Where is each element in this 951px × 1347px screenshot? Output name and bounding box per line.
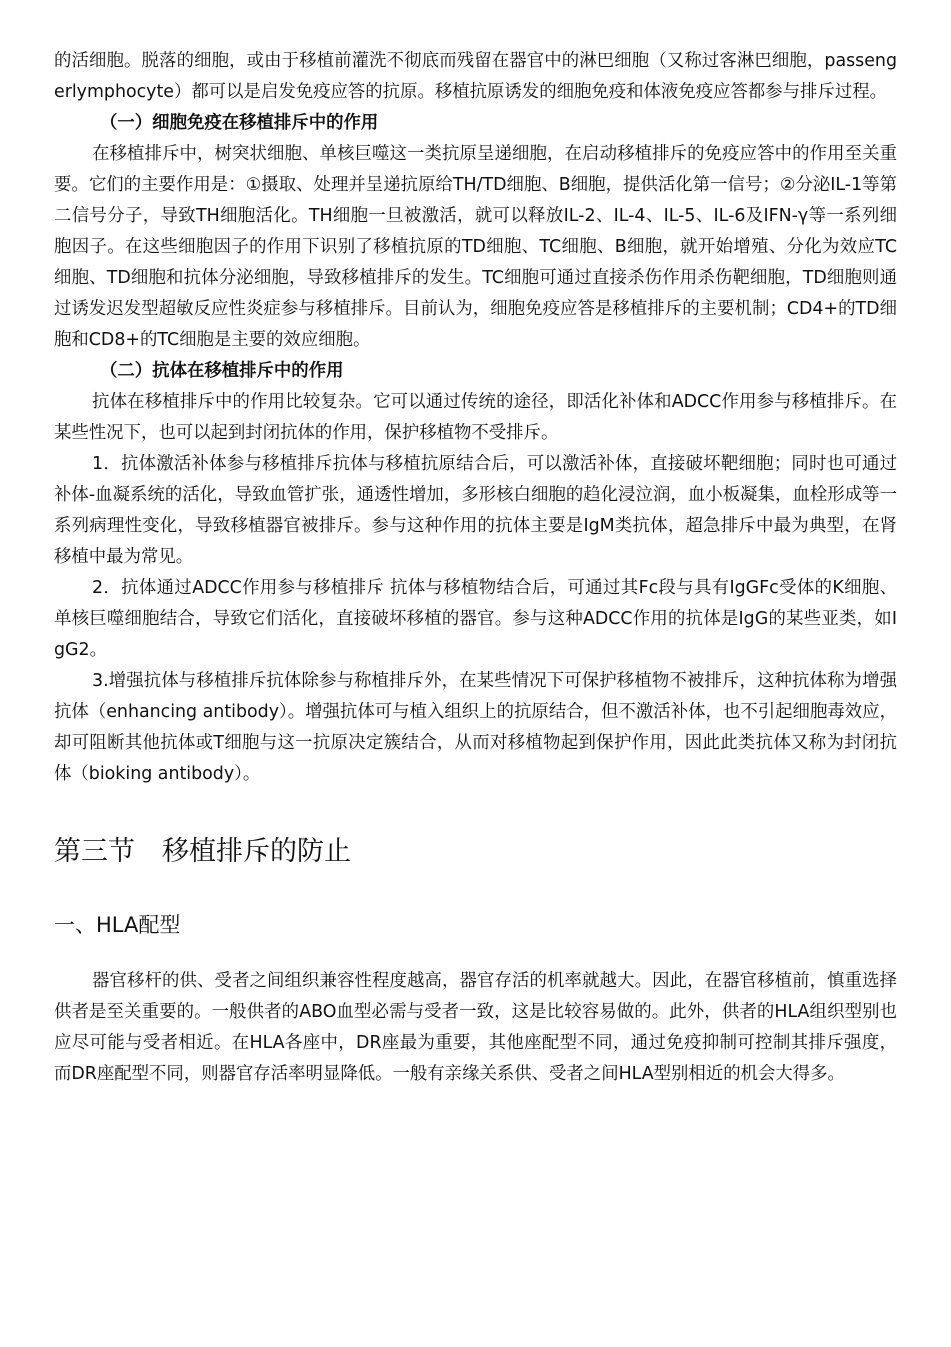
section-title: 第三节 移植排斥的防止 (54, 836, 351, 867)
subheading-cellular-immunity: （一）细胞免疫在移植排斥中的作用 (100, 113, 379, 133)
subheading-antibody-role: （二）抗体在移植排斥中的作用 (100, 361, 344, 381)
heading-hla-typing: 一、HLA配型 (54, 913, 181, 937)
paragraph-complement-activation: 1．抗体激活补体参与移植排斥抗体与移植抗原结合后，可以激活补体，直接破坏靶细胞；同时也可通过补体-血凝系统的活化，导致血管扩张，通透性增加，多形核白细胞的趋化浸泣润，血小板凝集，血栓形成等一系列病理性变化，导致移植器官被排斥。参与这种作用的抗体主要是IgM类抗体，超急排斥中最为典型，在肾移植中最为常见。 (54, 454, 897, 567)
paragraph-live-cells: 的活细胞。脱落的细胞，或由于移植前灌洗不彻底而残留在器官中的淋巴细胞（又称过客淋巴细胞，passengerlymphocyte）都可以是启发免疫应答的抗原。移植抗原诱发的细胞免疫和体液免疫应答都参与排斥过程。 (54, 51, 897, 102)
paragraph-hla-typing: 器官移杆的供、受者之间组织兼容性程度越高，器官存活的机率就越大。因此，在器官移植前，慎重选择供者是至关重要的。一般供者的ABO血型必需与受者一致，这是比较容易做的。此外，供者的HLA组织型别也应尽可能与受者相近。在HLA各座中，DR座最为重要，其他座配型不同，通过免疫抑制可控制其排斥强度，而DR座配型不同，则器官存活率明显降低。一般有亲缘关系供、受者之间HLA型别相近的机会大得多。 (54, 971, 897, 1084)
document-page (54, 46, 897, 1090)
paragraph-enhancing-antibody: 3.增强抗体与移植排斥抗体除参与称植排斥外，在某些情况下可保护移植物不被排斥，这种抗体称为增强抗体（enhancing antibody）。增强抗体可与植入组织上的抗原结合，但不激活补体，也不引起细胞毒效应，却可阻断其他抗体或T细胞与这一抗原决定簇结合，从而对移植物起到保护作用，因此此类抗体又称为封闭抗体（bioking antibody）。 (54, 671, 897, 784)
paragraph-antibody-intro: 抗体在移植排斥中的作用比较复杂。它可以通过传统的途径，即活化补体和ADCC作用参与移植排斥。在某些性况下，也可以起到封闭抗体的作用，保护移植物不受排斥。 (54, 392, 897, 443)
paragraph-adcc: 2．抗体通过ADCC作用参与移植排斥 抗体与移植物结合后，可通过其Fc段与具有IgGFc受体的K细胞、单核巨噬细胞结合，导致它们活化，直接破坏移植的器官。参与这种ADCC作用的抗体是IgG的某些亚类，如IgG2。 (54, 578, 897, 660)
paragraph-cellular-immunity: 在移植排斥中，树突状细胞、单核巨噬这一类抗原呈递细胞，在启动移植排斥的免疫应答中的作用至关重要。它们的主要作用是：①摄取、处理并呈递抗原给TH/TD细胞、B细胞，提供活化第一信号；②分泌IL-1等第二信号分子，导致TH细胞活化。TH细胞一旦被激活，就可以释放IL-2、IL-4、IL-5、IL-6及IFN-γ等一系列细胞因子。在这些细胞因子的作用下识别了移植抗原的TD细胞、TC细胞、B细胞，就开始增殖、分化为效应TC细胞、TD细胞和抗体分泌细胞，导致移植排斥的发生。TC细胞可通过直接杀伤作用杀伤靶细胞，TD细胞则通过诱发迟发型超敏反应性炎症参与移植排斥。目前认为，细胞免疫应答是移植排斥的主要机制；CD4+的TD细胞和CD8+的TC细胞是主要的效应细胞。 (54, 144, 897, 350)
